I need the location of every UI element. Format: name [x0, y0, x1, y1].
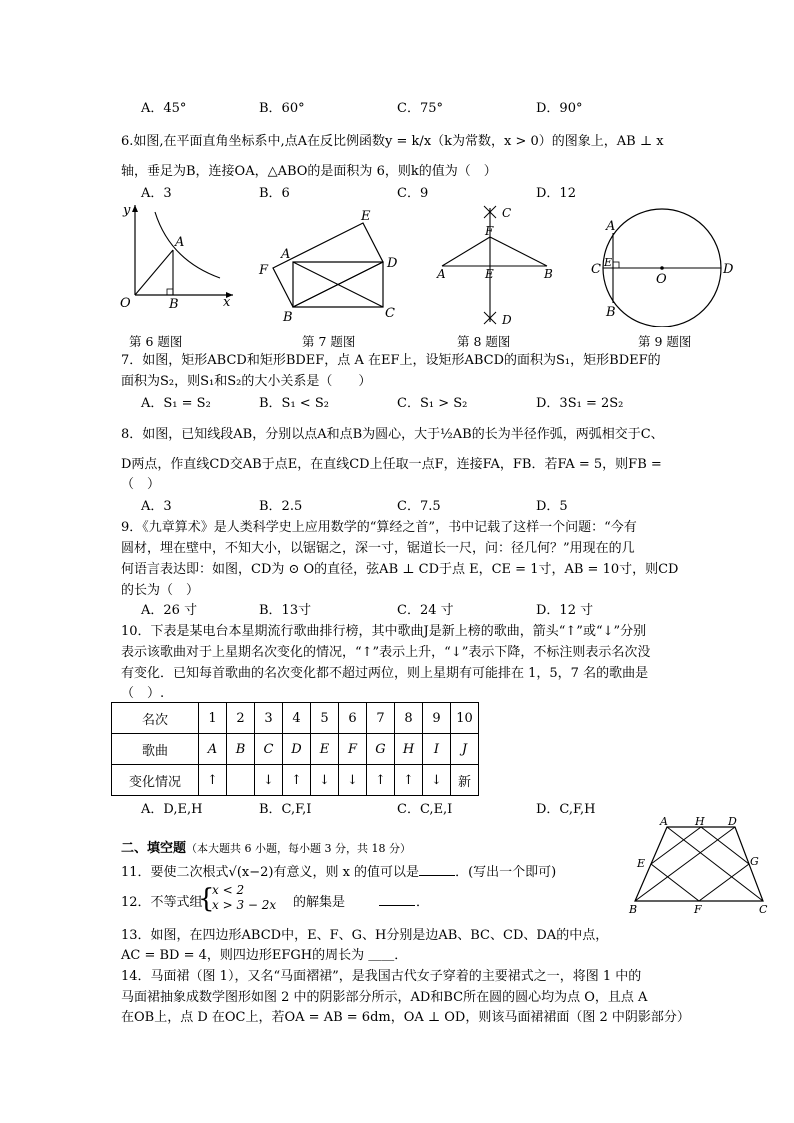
fig6-label-b: B: [169, 297, 179, 310]
table-cell: E: [311, 734, 339, 765]
table-cell: ↑: [283, 765, 311, 796]
table-cell: ↑: [367, 765, 395, 796]
table-cell: J: [451, 734, 479, 765]
table-cell: 8: [395, 703, 423, 734]
fig8-label-f: F: [485, 224, 494, 238]
q9-text-line2: 圆材，埋在壁中，不知大小，以锯锯之，深一寸，锯道长一尺，问：径几何？”用现在的几: [121, 541, 635, 556]
q10-option-a: A．D,E,H: [141, 802, 203, 817]
fig8-caption: 第 8 题图: [457, 334, 511, 349]
table-cell: B: [227, 734, 255, 765]
q9-option-b: B．13寸: [259, 603, 312, 618]
fig8-label-e: E: [485, 267, 494, 281]
table-cell: A: [199, 734, 227, 765]
q10-text-line4: （ ）.: [121, 686, 165, 701]
table-cell: [227, 765, 255, 796]
fig7-label-b: B: [283, 310, 293, 325]
fig13-label-c: C: [759, 903, 768, 915]
table-cell: 10: [451, 703, 479, 734]
fig9-label-a: A: [606, 219, 616, 234]
q14-text-line2: 马面裙抽象成数学图形如图 2 中的阴影部分所示，AD和BC所在圆的圆心均为点 O，且点 A: [121, 990, 648, 1005]
q5-option-c: C．75°: [397, 101, 443, 116]
q6-option-b: B．6: [259, 186, 290, 201]
q10-option-b: B．C,F,I: [259, 802, 312, 817]
table-cell: 1: [199, 703, 227, 734]
q9-option-c: C．24 寸: [397, 603, 454, 618]
table-row-song: [112, 734, 479, 765]
table-header-change: 变化情况: [112, 765, 199, 796]
fig6-label-x: x: [223, 295, 231, 310]
fig13-label-b: B: [629, 903, 638, 915]
table-row-rank: [112, 703, 479, 734]
table-cell: F: [339, 734, 367, 765]
fig9-label-o: O: [656, 272, 667, 287]
q8-option-c: C．7.5: [397, 499, 441, 514]
q11-suffix: ．(写出一个即可): [455, 865, 557, 880]
table-cell: ↓: [423, 765, 451, 796]
q12-system-line2: x > 3 − 2x: [212, 898, 277, 912]
fig8-label-c: C: [502, 206, 512, 220]
fig7-label-e: E: [361, 209, 371, 224]
table-cell: 7: [367, 703, 395, 734]
q10-text-line2: 表示该歌曲对于上星期名次变化的情况，“↑”表示上升，“↓”表示下降，不标注则表示名次没: [121, 645, 651, 660]
table-header-rank: 名次: [112, 703, 199, 734]
q7-option-b: B．S₁ < S₂: [259, 396, 329, 411]
q9-option-d: D．12 寸: [536, 603, 594, 618]
q5-option-a: A．45°: [141, 101, 187, 116]
table-cell: 5: [311, 703, 339, 734]
fig9-label-c: C: [591, 262, 601, 277]
fig6-caption: 第 6 题图: [129, 334, 183, 349]
q8-text-line3: （ ）: [121, 477, 161, 492]
figure-6: [115, 200, 235, 310]
table-cell: ↓: [311, 765, 339, 796]
q13-text-line2: AC = BD = 4，则四边形EFGH的周长为 ＿＿．: [121, 948, 408, 963]
section-2-heading: [121, 837, 411, 856]
fig6-label-y: y: [123, 203, 131, 218]
q9-text-line3: 何语言表达即：如图，CD为 ⊙ O的直径，弦AB ⊥ CD于点 E，CE = 1寸，AB = 10寸，则CD: [121, 562, 679, 577]
q7-option-d: D．3S₁ = 2S₂: [536, 396, 624, 411]
q12-system-line1: x < 2: [212, 883, 245, 897]
table-cell: 新: [451, 765, 479, 796]
fig9-label-b: B: [606, 305, 616, 320]
q5-option-b: B．60°: [259, 101, 305, 116]
table-cell: 2: [227, 703, 255, 734]
table-cell: G: [367, 734, 395, 765]
q10-text-line1: 10．下表是某电台本星期流行歌曲排行榜，其中歌曲J是新上榜的歌曲，箭头“↑”或“↓”分别: [121, 624, 647, 639]
q11-answer-blank[interactable]: [419, 875, 455, 876]
q6-text-line1: 6.如图,在平面直角坐标系中,点A在反比例函数y = k/x（k为常数，x > 0）的图象上，AB ⊥ x: [121, 134, 664, 149]
q10-text-line3: 有变化．已知每首歌曲的名次变化都不超过两位，则上星期有可能排在 1，5，7 名的歌曲是: [121, 666, 649, 681]
fig13-label-h: H: [695, 815, 705, 828]
q7-text-line1: 7．如图，矩形ABCD和矩形BDEF，点 A 在EF上，设矩形ABCD的面积为S₁，矩形BDEF的: [121, 353, 661, 368]
table-cell: C: [255, 734, 283, 765]
table-cell: ↑: [199, 765, 227, 796]
figure-8: [430, 200, 560, 328]
fig6-label-o: O: [120, 296, 131, 310]
fig13-label-a: A: [660, 815, 668, 828]
q9-option-a: A．26 寸: [141, 603, 198, 618]
table-cell: ↑: [395, 765, 423, 796]
table-cell: H: [395, 734, 423, 765]
table-cell: ↓: [255, 765, 283, 796]
q12-brace-icon: {: [198, 884, 215, 914]
fig13-label-f: F: [694, 903, 702, 915]
figure-13: [627, 815, 772, 915]
q12-answer-blank[interactable]: [379, 892, 415, 906]
fig8-label-b: B: [544, 267, 553, 281]
fig9-caption: 第 9 题图: [638, 334, 692, 349]
q12-prefix: 12．不等式组: [121, 895, 203, 910]
q9-text-line4: 的长为（ ）: [121, 583, 200, 598]
q11-text: [121, 861, 556, 880]
ranking-table: [111, 702, 479, 796]
table-cell: D: [283, 734, 311, 765]
fig9-label-e: E: [604, 256, 613, 269]
fig8-label-d: D: [502, 313, 512, 327]
q8-option-b: B．2.5: [259, 499, 303, 514]
fig13-label-d: D: [728, 815, 737, 828]
q12-suffix: 的解集是: [293, 895, 346, 910]
fig7-label-f: F: [259, 263, 269, 278]
q6-option-c: C．9: [397, 186, 429, 201]
fig7-caption: 第 7 题图: [302, 334, 356, 349]
q6-option-a: A．3: [141, 186, 172, 201]
q6-option-d: D．12: [536, 186, 576, 201]
table-cell: I: [423, 734, 451, 765]
fig13-label-g: G: [750, 855, 759, 868]
q8-text-line2: D两点，作直线CD交AB于点E，在直线CD上任取一点F，连接FA，FB．若FA = 5，则FB =: [121, 457, 662, 472]
table-cell: 6: [339, 703, 367, 734]
figure-9: [590, 205, 740, 327]
fig9-label-d: D: [723, 262, 734, 277]
q14-text-line3: 在OB上，点 D 在OC上，若OA = AB = 6dm，OA ⊥ OD，则该马面裙裙面（图 2 中阴影部分）: [121, 1010, 690, 1025]
q6-text-line2: 轴，垂足为B，连接OA，△ABO的是面积为 6，则k的值为（ ）: [121, 164, 497, 179]
table-cell: 9: [423, 703, 451, 734]
q5-option-d: D．90°: [536, 101, 583, 116]
table-cell: 4: [283, 703, 311, 734]
fig13-label-e: E: [637, 857, 646, 870]
q11-prefix: 11．要使二次根式√(x−2)有意义，则 x 的值可以是: [121, 865, 420, 880]
q7-option-c: C．S₁ > S₂: [397, 396, 468, 411]
fig7-label-d: D: [387, 256, 398, 271]
q10-option-c: C．C,E,I: [397, 802, 453, 817]
q10-option-d: D．C,F,H: [536, 802, 596, 817]
q8-option-a: A．3: [141, 499, 172, 514]
fig8-label-a: A: [437, 267, 446, 281]
fig6-label-a: A: [175, 235, 185, 250]
q9-text-line1: 9．《九章算术》是人类科学史上应用数学的“算经之首”，书中记载了这样一个问题：“今有: [121, 520, 637, 535]
section-2-note: （本大题共 6 小题，每小题 3 分，共 18 分）: [186, 842, 411, 855]
q8-text-line1: 8．如图，已知线段AB，分别以点A和点B为圆心，大于½AB的长为半径作弧，两弧相交于C、: [121, 427, 664, 442]
table-header-song: 歌曲: [112, 734, 199, 765]
q8-option-d: D．5: [536, 499, 568, 514]
q7-option-a: A．S₁ = S₂: [141, 396, 211, 411]
table-cell: 3: [255, 703, 283, 734]
fig7-label-c: C: [385, 306, 395, 321]
section-2-title: 二、填空题: [121, 841, 187, 856]
q14-text-line1: 14．马面裙（图 1），又名“马面褶裙”，是我国古代女子穿着的主要裙式之一，将图 1 中的: [121, 969, 642, 984]
q13-text-line1: 13．如图，在四边形ABCD中，E、F、G、H分别是边AB、BC、CD、DA的中点，: [121, 928, 609, 943]
fig7-label-a: A: [281, 247, 291, 262]
table-cell: ↓: [339, 765, 367, 796]
q7-text-line2: 面积为S₂，则S₁和S₂的大小关系是（ ）: [121, 374, 372, 389]
figure-7: [255, 205, 405, 325]
table-row-change: [112, 765, 479, 796]
